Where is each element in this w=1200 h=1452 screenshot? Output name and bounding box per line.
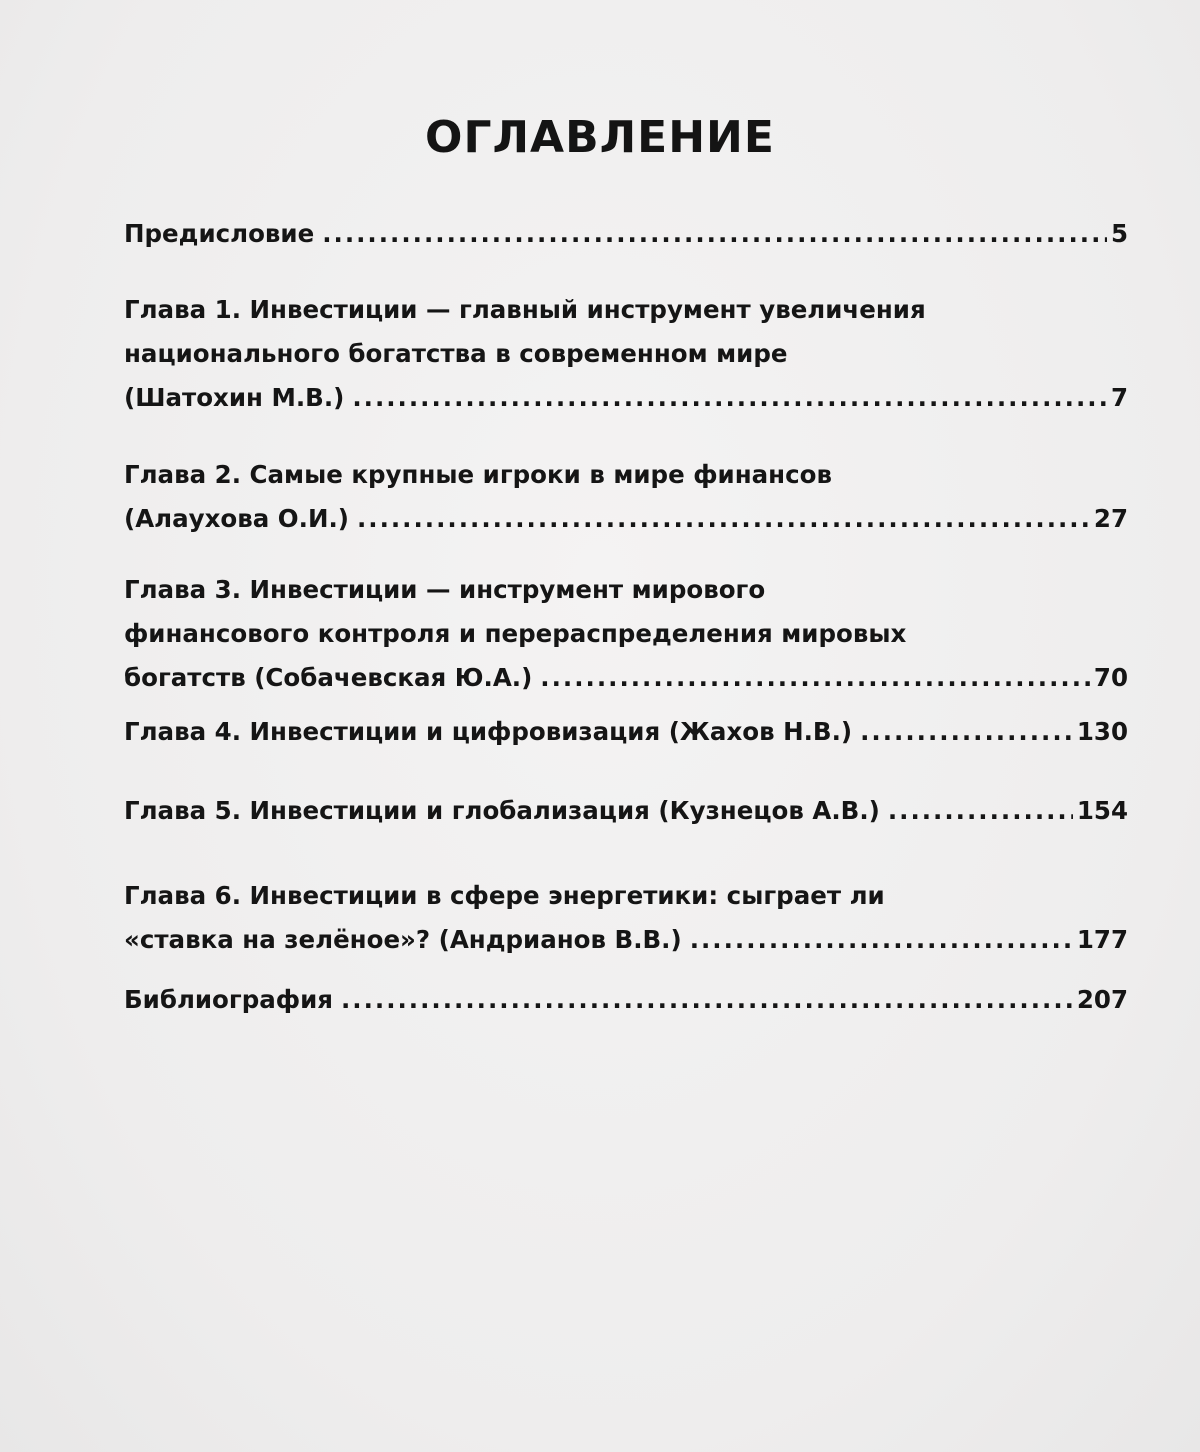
page-number: 207 bbox=[1076, 985, 1128, 1014]
toc-entry-chapter-1 bbox=[124, 288, 1128, 420]
toc-entry-chapter-3 bbox=[124, 568, 1128, 700]
toc-entry-last-line bbox=[124, 212, 1128, 256]
toc-entry-text: «ставка на зелёное»? (Андрианов В.В.) bbox=[124, 925, 682, 954]
toc-entry-text: (Алаухова О.И.) bbox=[124, 504, 349, 533]
dot-leader bbox=[540, 656, 1090, 700]
page-number: 130 bbox=[1076, 717, 1128, 746]
page-number: 27 bbox=[1093, 504, 1128, 533]
page-number: 7 bbox=[1110, 383, 1128, 412]
toc-entry-chapter-6 bbox=[124, 874, 1128, 962]
toc-entry-last-line bbox=[124, 789, 1128, 833]
toc-entry-preface bbox=[124, 212, 1128, 256]
toc-entry-text: Библиография bbox=[124, 985, 333, 1014]
toc-entry-last-line bbox=[124, 656, 1128, 700]
toc-entry-text: (Шатохин М.В.) bbox=[124, 383, 345, 412]
toc-entry-bibliography bbox=[124, 978, 1128, 1022]
toc-entry-last-line bbox=[124, 918, 1128, 962]
toc-entry-text: Глава 4. Инвестиции и цифровизация (Жахов Н.В.) bbox=[124, 717, 853, 746]
toc-entry-text: Глава 2. Самые крупные игроки в мире финансов bbox=[124, 460, 832, 489]
toc-entry-text: Глава 1. Инвестиции — главный инструмент увеличения bbox=[124, 295, 926, 324]
page-number: 70 bbox=[1093, 663, 1128, 692]
toc-entry-text: Глава 5. Инвестиции и глобализация (Кузнецов А.В.) bbox=[124, 796, 880, 825]
toc-entry-text: Предисловие bbox=[124, 219, 315, 248]
toc-entry-last-line bbox=[124, 978, 1128, 1022]
toc-entry-chapter-2 bbox=[124, 453, 1128, 541]
dot-leader bbox=[322, 212, 1107, 256]
dot-leader bbox=[690, 918, 1073, 962]
toc-entry-chapter-5 bbox=[124, 789, 1128, 833]
toc-entry-chapter-4 bbox=[124, 710, 1128, 754]
dot-leader bbox=[341, 978, 1073, 1022]
toc-entry-last-line bbox=[124, 376, 1128, 420]
dot-leader bbox=[888, 789, 1073, 833]
dot-leader bbox=[352, 376, 1107, 420]
page-title: ОГЛАВЛЕНИЕ bbox=[425, 112, 775, 163]
toc-entry-text: богатств (Собачевская Ю.А.) bbox=[124, 663, 533, 692]
page-number: 5 bbox=[1110, 219, 1128, 248]
dot-leader bbox=[860, 710, 1073, 754]
toc-entry-text: Глава 3. Инвестиции — инструмент мирового bbox=[124, 575, 766, 604]
page-number: 177 bbox=[1076, 925, 1128, 954]
toc-entry-text: финансового контроля и перераспределения мировых bbox=[124, 619, 907, 648]
page-number: 154 bbox=[1076, 796, 1128, 825]
dot-leader bbox=[357, 497, 1090, 541]
toc-entry-text: национального богатства в современном мире bbox=[124, 339, 788, 368]
toc-entry-last-line bbox=[124, 710, 1128, 754]
toc-entry-text: Глава 6. Инвестиции в сфере энергетики: сыграет ли bbox=[124, 881, 885, 910]
toc-entry-last-line bbox=[124, 497, 1128, 541]
